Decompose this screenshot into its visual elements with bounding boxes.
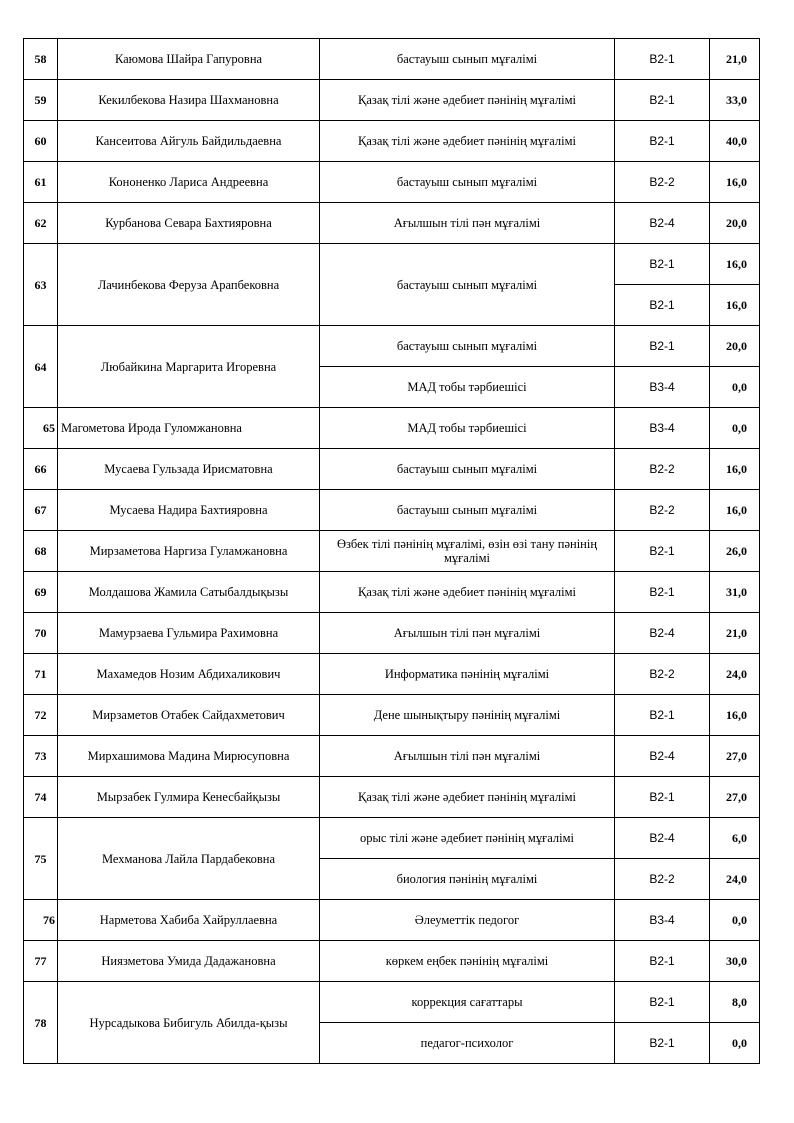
- table-row: [24, 572, 760, 613]
- employee-name: Кекилбекова Назира Шахмановна: [58, 80, 320, 121]
- row-number: 68: [24, 531, 58, 572]
- hours-value: 24,0: [710, 859, 760, 900]
- category: B2-2: [615, 162, 710, 203]
- hours-value: 33,0: [710, 80, 760, 121]
- hours-value: 16,0: [710, 285, 760, 326]
- category: B2-1: [615, 777, 710, 818]
- employee-name: Любайкина Маргарита Игоревна: [58, 326, 320, 408]
- row-number: 76: [24, 900, 58, 941]
- employee-name: Мирзаметов Отабек Сайдахметович: [58, 695, 320, 736]
- hours-value: 0,0: [710, 1023, 760, 1064]
- hours-value: 27,0: [710, 736, 760, 777]
- table-row: [24, 818, 760, 859]
- row-number: 62: [24, 203, 58, 244]
- employee-name: Магометова Ирода Гуломжановна: [58, 408, 320, 449]
- employee-name: Каюмова Шайра Гапуровна: [58, 39, 320, 80]
- employee-name: Молдашова Жамила Сатыбалдықызы: [58, 572, 320, 613]
- employee-name: Мусаева Гульзада Ирисматовна: [58, 449, 320, 490]
- category: B2-1: [615, 1023, 710, 1064]
- table-row: [24, 39, 760, 80]
- employee-name: Нарметова Хабиба Хайруллаевна: [58, 900, 320, 941]
- employee-name: Нурсадыкова Бибигуль Абилда-қызы: [58, 982, 320, 1064]
- hours-value: 20,0: [710, 203, 760, 244]
- hours-value: 16,0: [710, 162, 760, 203]
- row-number: 77: [24, 941, 58, 982]
- employee-name: Ниязметова Умида Дадажановна: [58, 941, 320, 982]
- hours-value: 16,0: [710, 695, 760, 736]
- employee-name: Мамурзаева Гульмира Рахимовна: [58, 613, 320, 654]
- row-number: 67: [24, 490, 58, 531]
- hours-value: 40,0: [710, 121, 760, 162]
- hours-value: 27,0: [710, 777, 760, 818]
- employee-name: Мехманова Лайла Пардабековна: [58, 818, 320, 900]
- row-number: 69: [24, 572, 58, 613]
- category: B2-1: [615, 80, 710, 121]
- position: бастауыш сынып мұғалімі: [320, 326, 615, 367]
- table-row: [24, 531, 760, 572]
- table-row: [24, 654, 760, 695]
- table-row: [24, 695, 760, 736]
- row-number: 63: [24, 244, 58, 326]
- row-number: 78: [24, 982, 58, 1064]
- category: B2-2: [615, 449, 710, 490]
- category: B2-1: [615, 285, 710, 326]
- position: Қазақ тілі және әдебиет пәнінің мұғалімі: [320, 572, 615, 613]
- row-number: 59: [24, 80, 58, 121]
- hours-value: 30,0: [710, 941, 760, 982]
- position: коррекция сағаттары: [320, 982, 615, 1023]
- table-row: [24, 203, 760, 244]
- position: педагог-психолог: [320, 1023, 615, 1064]
- hours-value: 24,0: [710, 654, 760, 695]
- table-row: [24, 490, 760, 531]
- employee-name: Мирзаметова Наргиза Гуламжановна: [58, 531, 320, 572]
- hours-value: 16,0: [710, 449, 760, 490]
- category: B2-1: [615, 695, 710, 736]
- hours-value: 16,0: [710, 490, 760, 531]
- hours-value: 0,0: [710, 900, 760, 941]
- table-row: [24, 449, 760, 490]
- position: Қазақ тілі және әдебиет пәнінің мұғалімі: [320, 121, 615, 162]
- table-row: [24, 900, 760, 941]
- employee-name: Махамедов Нозим Абдихаликович: [58, 654, 320, 695]
- employee-name: Курбанова Севара Бахтияровна: [58, 203, 320, 244]
- table-row: [24, 80, 760, 121]
- row-number: 65: [24, 408, 58, 449]
- position: бастауыш сынып мұғалімі: [320, 449, 615, 490]
- position: орыс тілі және әдебиет пәнінің мұғалімі: [320, 818, 615, 859]
- row-number: 74: [24, 777, 58, 818]
- category: B2-1: [615, 941, 710, 982]
- employee-name: Кононенко Лариса Андреевна: [58, 162, 320, 203]
- staff-table: [23, 38, 760, 1064]
- category: B3-4: [615, 900, 710, 941]
- position: Ағылшын тілі пән мұғалімі: [320, 613, 615, 654]
- row-number: 58: [24, 39, 58, 80]
- hours-value: 0,0: [710, 408, 760, 449]
- employee-name: Кансеитова Айгуль Байдильдаевна: [58, 121, 320, 162]
- category: B2-1: [615, 982, 710, 1023]
- position: МАД тобы тәрбиешісі: [320, 367, 615, 408]
- category: B2-4: [615, 736, 710, 777]
- category: B2-4: [615, 613, 710, 654]
- hours-value: 31,0: [710, 572, 760, 613]
- category: B2-4: [615, 818, 710, 859]
- hours-value: 20,0: [710, 326, 760, 367]
- table-row: [24, 162, 760, 203]
- position: бастауыш сынып мұғалімі: [320, 39, 615, 80]
- position: көркем еңбек пәнінің мұғалімі: [320, 941, 615, 982]
- hours-value: 21,0: [710, 39, 760, 80]
- position: Информатика пәнінің мұғалімі: [320, 654, 615, 695]
- hours-value: 6,0: [710, 818, 760, 859]
- position: Дене шынықтыру пәнінің мұғалімі: [320, 695, 615, 736]
- category: B3-4: [615, 408, 710, 449]
- position: Ағылшын тілі пән мұғалімі: [320, 736, 615, 777]
- category: B2-4: [615, 203, 710, 244]
- hours-value: 21,0: [710, 613, 760, 654]
- table-row: [24, 736, 760, 777]
- category: B2-2: [615, 490, 710, 531]
- employee-name: Мырзабек Гулмира Кенесбайқызы: [58, 777, 320, 818]
- row-number: 75: [24, 818, 58, 900]
- hours-value: 8,0: [710, 982, 760, 1023]
- position: бастауыш сынып мұғалімі: [320, 490, 615, 531]
- category: B2-1: [615, 572, 710, 613]
- table-row: [24, 982, 760, 1023]
- category: B2-1: [615, 121, 710, 162]
- employee-name: Мусаева Надира Бахтияровна: [58, 490, 320, 531]
- position: бастауыш сынып мұғалімі: [320, 244, 615, 326]
- row-number: 60: [24, 121, 58, 162]
- position: Әлеуметтік педогог: [320, 900, 615, 941]
- hours-value: 16,0: [710, 244, 760, 285]
- row-number: 70: [24, 613, 58, 654]
- row-number: 71: [24, 654, 58, 695]
- table-row: [24, 408, 760, 449]
- table-row: [24, 777, 760, 818]
- employee-name: Мирхашимова Мадина Мирюсуповна: [58, 736, 320, 777]
- employee-name: Лачинбекова Феруза Арапбековна: [58, 244, 320, 326]
- table-row: [24, 121, 760, 162]
- category: B2-1: [615, 39, 710, 80]
- table-row: [24, 613, 760, 654]
- category: B2-1: [615, 531, 710, 572]
- position: бастауыш сынып мұғалімі: [320, 162, 615, 203]
- category: B2-2: [615, 859, 710, 900]
- category: B2-1: [615, 326, 710, 367]
- row-number: 73: [24, 736, 58, 777]
- position: Қазақ тілі және әдебиет пәнінің мұғалімі: [320, 777, 615, 818]
- table-row: [24, 941, 760, 982]
- table-row: [24, 326, 760, 367]
- category: B3-4: [615, 367, 710, 408]
- hours-value: 0,0: [710, 367, 760, 408]
- position: Қазақ тілі және әдебиет пәнінің мұғалімі: [320, 80, 615, 121]
- row-number: 66: [24, 449, 58, 490]
- category: B2-1: [615, 244, 710, 285]
- position: Ағылшын тілі пән мұғалімі: [320, 203, 615, 244]
- row-number: 64: [24, 326, 58, 408]
- category: B2-2: [615, 654, 710, 695]
- position: МАД тобы тәрбиешісі: [320, 408, 615, 449]
- hours-value: 26,0: [710, 531, 760, 572]
- table-row: [24, 244, 760, 285]
- position: Өзбек тілі пәнінің мұғалімі, өзін өзі тану пәнінің мұғалімі: [320, 531, 615, 572]
- row-number: 61: [24, 162, 58, 203]
- position: биология пәнінің мұғалімі: [320, 859, 615, 900]
- row-number: 72: [24, 695, 58, 736]
